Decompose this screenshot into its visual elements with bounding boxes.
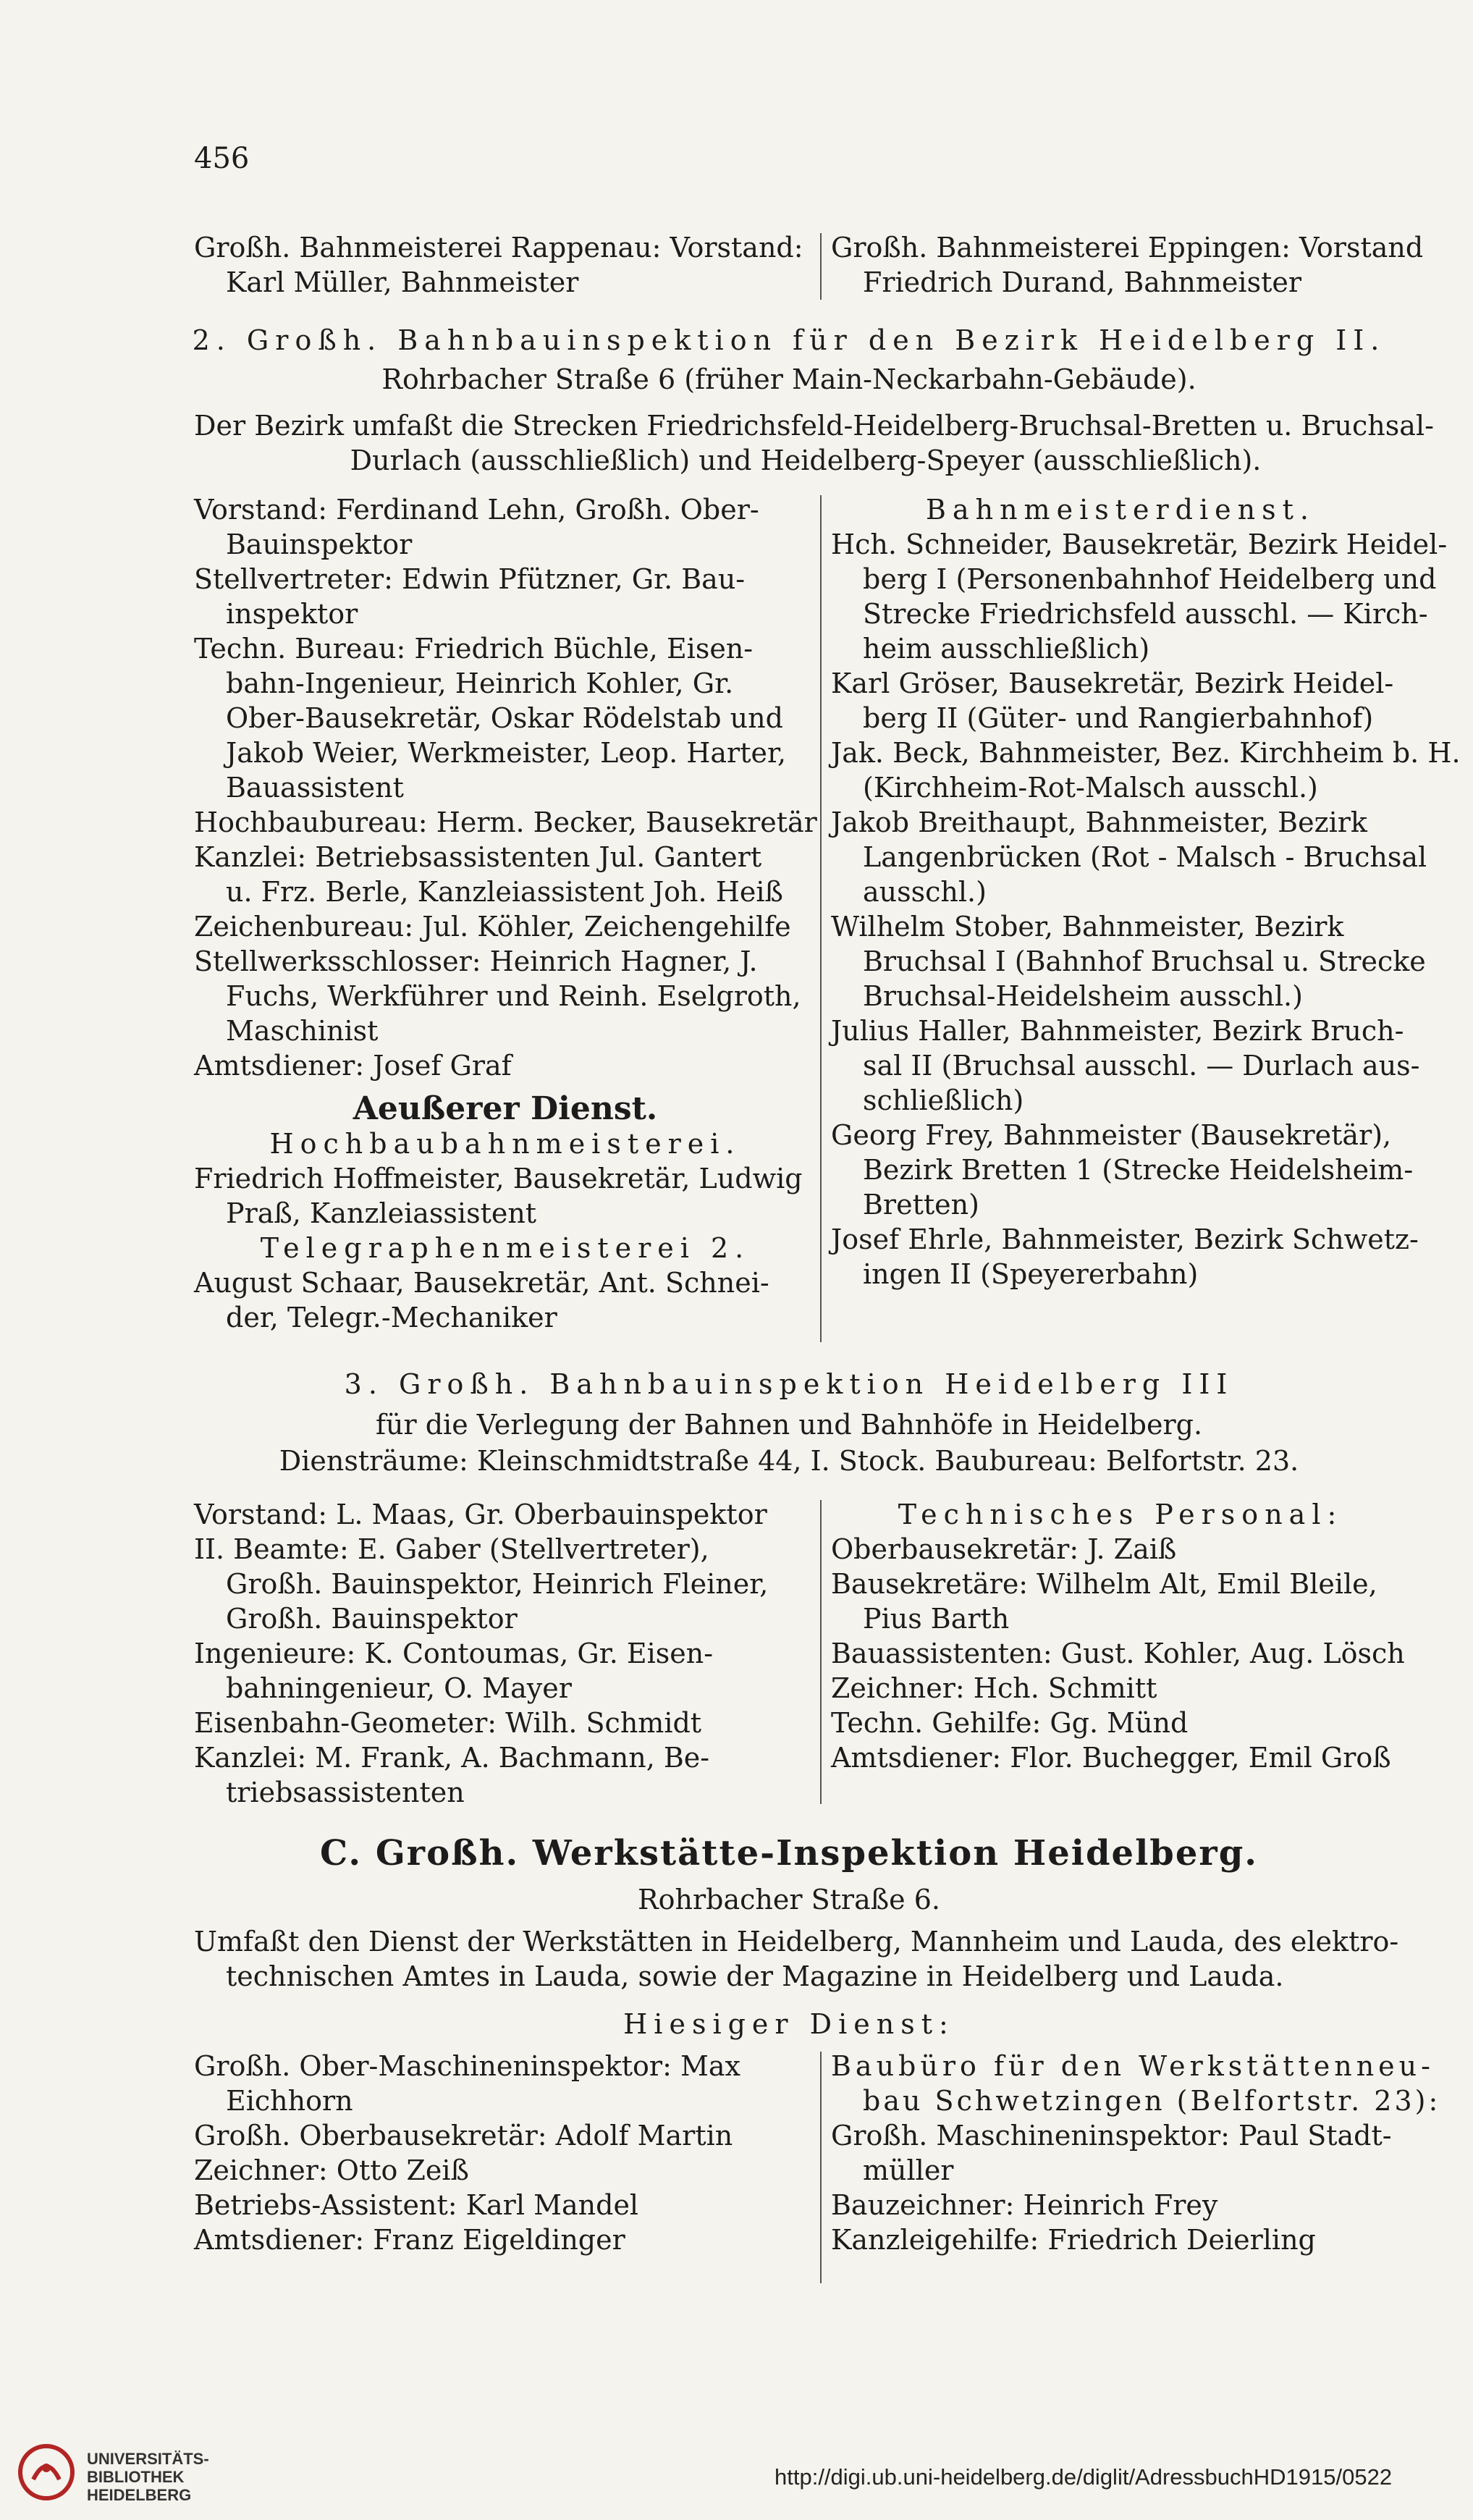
text-line: Großh. Maschineninspektor: Paul Stadt- bbox=[831, 2120, 1392, 2152]
section-2-subtitle: Rohrbacher Straße 6 (früher Main-Neckarbahn-Gebäude). bbox=[381, 363, 1196, 395]
text-line: inspektor bbox=[226, 598, 358, 630]
column-divider bbox=[820, 233, 822, 300]
track-master-heading: Bahnmeisterdienst. bbox=[926, 494, 1315, 526]
text-line: heim ausschließlich) bbox=[863, 633, 1150, 665]
text-line: Jakob Breithaupt, Bahnmeister, Bezirk bbox=[831, 806, 1367, 838]
text-line: BIBLIOTHEK bbox=[87, 2468, 185, 2486]
column-divider bbox=[820, 495, 822, 1342]
text-line: Ober-Bausekretär, Oskar Rödelstab und bbox=[226, 702, 783, 734]
text-line: Bezirk Bretten 1 (Strecke Heidelsheim- bbox=[863, 1154, 1414, 1186]
text-line: Strecke Friedrichsfeld ausschl. — Kirch- bbox=[863, 598, 1428, 630]
text-line: triebsassistenten bbox=[226, 1777, 465, 1808]
column-divider bbox=[820, 1500, 822, 1804]
text-line: Großh. Bauinspektor, Heinrich Fleiner, bbox=[226, 1568, 769, 1600]
text-line: Kanzlei: M. Frank, A. Bachmann, Be- bbox=[194, 1742, 710, 1774]
text-line: ausschl.) bbox=[863, 876, 987, 908]
technical-staff-heading: Technisches Personal: bbox=[898, 1499, 1343, 1530]
text-line: Umfaßt den Dienst der Werkstätten in Heidelberg, Mannheim und Lauda, des elektro- bbox=[194, 1926, 1399, 1958]
text-line: Bruchsal-Heidelsheim ausschl.) bbox=[863, 980, 1303, 1012]
text-line: Amtsdiener: Josef Graf bbox=[194, 1050, 512, 1082]
text-line: Amtsdiener: Flor. Buchegger, Emil Groß bbox=[831, 1742, 1391, 1774]
text-line: Kanzlei: Betriebsassistenten Jul. Gantert bbox=[194, 841, 762, 873]
text-line: technischen Amtes in Lauda, sowie der Magazine in Heidelberg und Lauda. bbox=[226, 1960, 1284, 1992]
building-railway-heading: Hochbaubahnmeisterei. bbox=[269, 1128, 741, 1160]
text-line: Zeichner: Otto Zeiß bbox=[194, 2154, 469, 2186]
text-line: Vorstand: L. Maas, Gr. Oberbauinspektor bbox=[194, 1499, 767, 1530]
section-3-subtitle: für die Verlegung der Bahnen und Bahnhöfe in Heidelberg. bbox=[375, 1409, 1203, 1441]
text-line: Großh. Ober-Maschineninspektor: Max bbox=[194, 2050, 740, 2082]
text-line: Kanzleigehilfe: Friedrich Deierling bbox=[831, 2224, 1316, 2256]
text-line: bau Schwetzingen (Belfortstr. 23): bbox=[863, 2085, 1441, 2117]
section-c-left-column bbox=[194, 2049, 816, 2257]
text-line: Vorstand: Ferdinand Lehn, Großh. Ober- bbox=[194, 494, 759, 526]
text-line: Bauassistenten: Gust. Kohler, Aug. Lösch bbox=[831, 1638, 1405, 1669]
section-2-left-column bbox=[194, 492, 816, 1335]
section-2-title: 2. Großh. Bahnbauinspektion für den Bezirk Heidelberg II. bbox=[192, 324, 1386, 356]
section-c-description bbox=[194, 1924, 1417, 1994]
text-line: Zeichenbureau: Jul. Köhler, Zeichengehilfe bbox=[194, 911, 791, 943]
text-line: Bausekretäre: Wilhelm Alt, Emil Bleile, bbox=[831, 1568, 1377, 1600]
text-line: Stellvertreter: Edwin Pfützner, Gr. Bau- bbox=[194, 563, 746, 595]
text-line: Friedrich Hoffmeister, Bausekretär, Ludwig bbox=[194, 1163, 803, 1194]
text-line: müller bbox=[863, 2154, 954, 2186]
text-line: HEIDELBERG bbox=[87, 2486, 192, 2504]
text-line: Eisenbahn-Geometer: Wilh. Schmidt bbox=[194, 1707, 702, 1739]
text-line: Ingenieure: K. Contoumas, Gr. Eisen- bbox=[194, 1638, 714, 1669]
text-line: (Kirchheim-Rot-Malsch ausschl.) bbox=[863, 772, 1318, 804]
text-line: Praß, Kanzleiassistent bbox=[226, 1197, 537, 1229]
text-line: Stellwerksschlosser: Heinrich Hagner, J. bbox=[194, 945, 758, 977]
text-line: u. Frz. Berle, Kanzleiassistent Joh. Heiß bbox=[226, 876, 783, 908]
top-right-column bbox=[831, 230, 1424, 300]
text-line: Jakob Weier, Werkmeister, Leop. Harter, bbox=[226, 737, 787, 769]
text-line: Josef Ehrle, Bahnmeister, Bezirk Schwetz- bbox=[831, 1223, 1419, 1255]
text-line: Hochbaubureau: Herm. Becker, Bausekretär bbox=[194, 806, 817, 838]
section-3-right-column bbox=[831, 1497, 1410, 1775]
text-line: bahn-Ingenieur, Heinrich Kohler, Gr. bbox=[226, 667, 734, 699]
external-service-heading: Aeußerer Dienst. bbox=[353, 1090, 658, 1127]
section-3-rooms: Diensträume: Kleinschmidtstraße 44, I. Stock. Baubureau: Belfortstr. 23. bbox=[279, 1445, 1299, 1477]
text-line: Bretten) bbox=[863, 1189, 979, 1221]
text-line: Der Bezirk umfaßt die Strecken Friedrichsfeld-Heidelberg-Bruchsal-Bretten u. Bruchsal- bbox=[194, 410, 1434, 442]
text-line: schließlich) bbox=[863, 1084, 1024, 1116]
text-line: Georg Frey, Bahnmeister (Bausekretär), bbox=[831, 1119, 1392, 1151]
library-logo-icon bbox=[17, 2443, 75, 2501]
text-line: Baubüro für den Werkstättenneu- bbox=[831, 2050, 1435, 2082]
text-line: sal II (Bruchsal ausschl. — Durlach aus- bbox=[863, 1050, 1420, 1082]
text-line: August Schaar, Bausekretär, Ant. Schnei- bbox=[194, 1267, 769, 1299]
text-line: Amtsdiener: Franz Eigeldinger bbox=[194, 2224, 625, 2256]
page-number: 456 bbox=[194, 142, 250, 175]
text-line: bahningenieur, O. Mayer bbox=[226, 1672, 572, 1704]
section-3-left-column bbox=[194, 1497, 816, 1810]
text-line: Großh. Bahnmeisterei Eppingen: Vorstand bbox=[831, 232, 1424, 264]
text-line: Bauinspektor bbox=[226, 528, 413, 560]
text-line: Zeichner: Hch. Schmitt bbox=[831, 1672, 1157, 1704]
section-2-description bbox=[194, 408, 1434, 478]
text-line: Bauzeichner: Heinrich Frey bbox=[831, 2189, 1218, 2221]
text-line: Bruchsal I (Bahnhof Bruchsal u. Strecke bbox=[863, 945, 1426, 977]
text-line: Hch. Schneider, Bausekretär, Bezirk Heidel- bbox=[831, 528, 1448, 560]
text-line: Durlach (ausschließlich) und Heidelberg-Speyer (ausschließlich). bbox=[350, 444, 1262, 476]
local-service-heading: Hiesiger Dienst: bbox=[623, 2008, 955, 2040]
text-line: Bauassistent bbox=[226, 772, 404, 804]
text-line: Pius Barth bbox=[863, 1603, 1010, 1635]
text-line: Jak. Beck, Bahnmeister, Bez. Kirchheim b. H. bbox=[831, 737, 1461, 769]
library-name bbox=[87, 2450, 209, 2504]
text-line: Julius Haller, Bahnmeister, Bezirk Bruch- bbox=[831, 1015, 1404, 1047]
text-line: Karl Gröser, Bausekretär, Bezirk Heidel- bbox=[831, 667, 1394, 699]
text-line: Großh. Bauinspektor bbox=[226, 1603, 518, 1635]
text-line: Karl Müller, Bahnmeister bbox=[226, 266, 579, 298]
text-line: Oberbausekretär: J. Zaiß bbox=[831, 1533, 1177, 1565]
column-divider bbox=[820, 2052, 822, 2283]
section-c-right-column bbox=[831, 2049, 1441, 2257]
section-2-right-column bbox=[831, 492, 1461, 1291]
text-line: Großh. Bahnmeisterei Rappenau: Vorstand: bbox=[194, 232, 803, 264]
top-left-column bbox=[194, 230, 816, 300]
text-line: Wilhelm Stober, Bahnmeister, Bezirk bbox=[831, 911, 1344, 943]
text-line: UNIVERSITÄTS- bbox=[87, 2450, 209, 2468]
section-c-subtitle: Rohrbacher Straße 6. bbox=[638, 1884, 940, 1916]
text-line: Großh. Oberbausekretär: Adolf Martin bbox=[194, 2120, 733, 2152]
section-3-title: 3. Großh. Bahnbauinspektion Heidelberg III bbox=[344, 1368, 1234, 1400]
text-line: Techn. Gehilfe: Gg. Münd bbox=[831, 1707, 1189, 1739]
text-line: ingen II (Speyererbahn) bbox=[863, 1258, 1199, 1290]
text-line: Techn. Bureau: Friedrich Büchle, Eisen- bbox=[194, 633, 754, 665]
text-line: der, Telegr.-Mechaniker bbox=[226, 1302, 557, 1333]
text-line: berg I (Personenbahnhof Heidelberg und bbox=[863, 563, 1437, 595]
text-line: Friedrich Durand, Bahnmeister bbox=[863, 266, 1301, 298]
text-line: Langenbrücken (Rot - Malsch - Bruchsal bbox=[863, 841, 1427, 873]
section-c-title: C. Großh. Werkstätte-Inspektion Heidelberg. bbox=[320, 1833, 1258, 1874]
source-url-link[interactable]: http://digi.ub.uni-heidelberg.de/diglit/AdressbuchHD1915/0522 bbox=[775, 2464, 1393, 2490]
text-line: Fuchs, Werkführer und Reinh. Eselgroth, bbox=[226, 980, 801, 1012]
text-line: Eichhorn bbox=[226, 2085, 353, 2117]
text-line: berg II (Güter- und Rangierbahnhof) bbox=[863, 702, 1374, 734]
text-line: Betriebs-Assistent: Karl Mandel bbox=[194, 2189, 639, 2221]
telegraph-heading: Telegraphenmeisterei 2. bbox=[260, 1232, 751, 1264]
text-line: II. Beamte: E. Gaber (Stellvertreter), bbox=[194, 1533, 709, 1565]
text-line: Maschinist bbox=[226, 1015, 379, 1047]
